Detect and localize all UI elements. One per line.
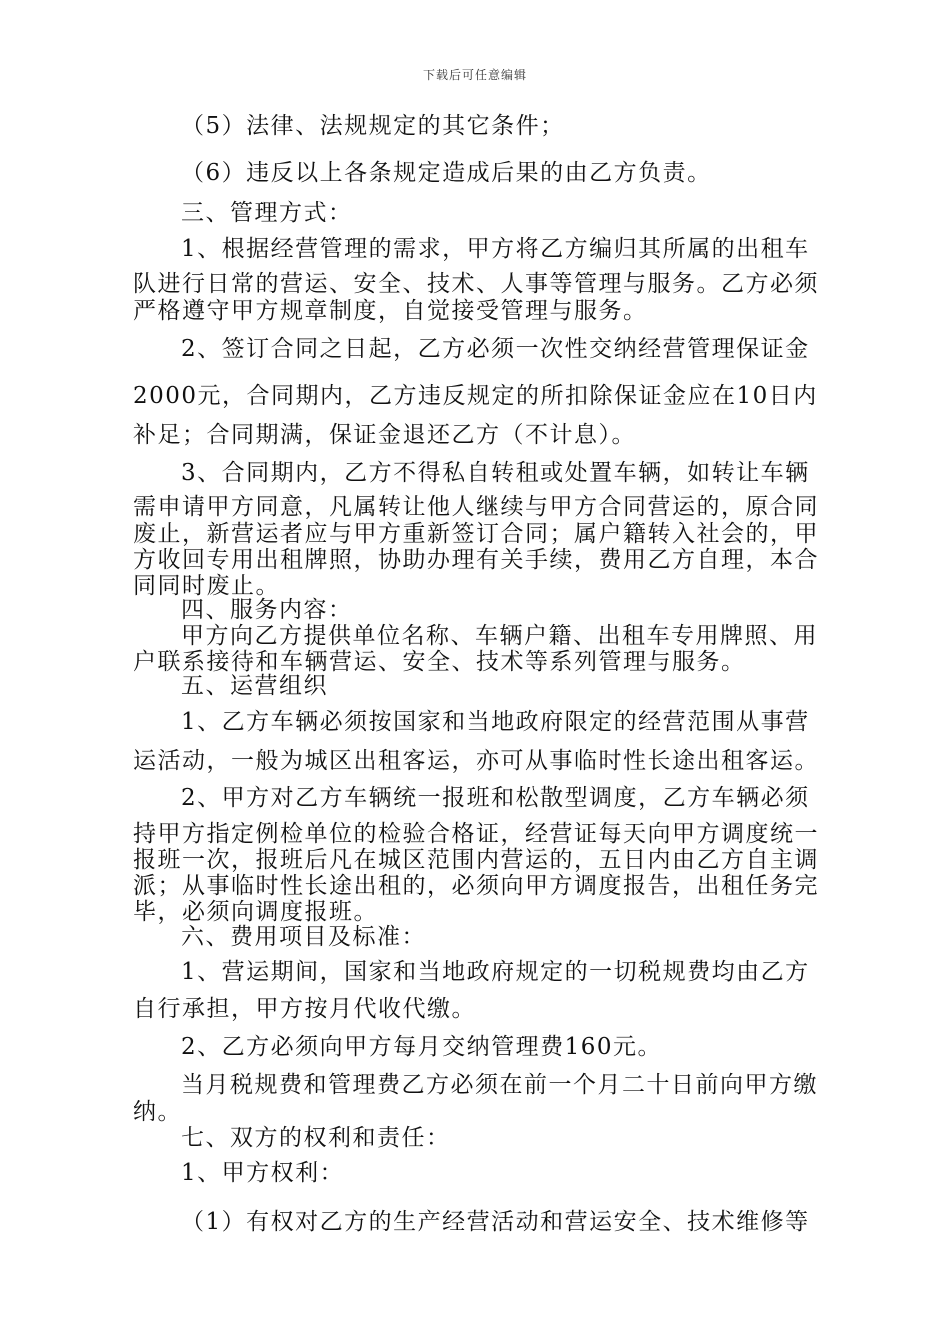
text-line: 方收回专用出租牌照，协助办理有关手续，费用乙方自理，本合 — [133, 547, 819, 573]
section-heading: 五、运营组织 — [181, 673, 328, 699]
section-heading: 六、费用项目及标准： — [181, 924, 426, 950]
section-heading: 四、服务内容： — [181, 597, 353, 623]
text-line: 甲方向乙方提供单位名称、车辆户籍、出租车专用牌照、用 — [181, 623, 818, 649]
text-line: 废止，新营运者应与甲方重新签订合同；属户籍转入社会的，甲 — [133, 521, 819, 547]
text-line: 1、乙方车辆必须按国家和当地政府限定的经营范围从事营 — [181, 709, 810, 735]
text-line: 补足；合同期满，保证金退还乙方（不计息）。 — [133, 422, 636, 448]
page-header-note: 下载后可任意编辑 — [422, 68, 527, 82]
text-line: 当月税规费和管理费乙方必须在前一个月二十日前向甲方缴 — [181, 1072, 818, 1098]
text-line: （6）违反以上各条规定造成后果的由乙方负责。 — [181, 160, 712, 186]
text-line: 纳。 — [133, 1099, 182, 1125]
text-line: 2、签订合同之日起，乙方必须一次性交纳经营管理保证金 — [181, 336, 810, 362]
text-line: 需申请甲方同意，凡属转让他人继续与甲方合同营运的，原合同 — [133, 494, 819, 520]
text-line: 3、合同期内，乙方不得私自转租或处置车辆，如转让车辆 — [181, 460, 810, 486]
text-line: 派；从事临时性长途出租的，必须向甲方调度报告，出租任务完 — [133, 873, 819, 899]
text-line: 运活动，一般为城区出租客运，亦可从事临时性长途出租客运。 — [133, 748, 819, 774]
section-heading: 三、管理方式： — [181, 200, 353, 226]
text-line: 自行承担，甲方按月代收代缴。 — [133, 996, 476, 1022]
text-line: 队进行日常的营运、安全、技术、人事等管理与服务。乙方必须 — [133, 271, 819, 297]
text-line: 持甲方指定例检单位的检验合格证，经营证每天向甲方调度统一 — [133, 821, 819, 847]
section-heading: 七、双方的权利和责任： — [181, 1125, 451, 1151]
text-line: 2、甲方对乙方车辆统一报班和松散型调度，乙方车辆必须 — [181, 785, 810, 811]
text-line: 2000元，合同期内，乙方违反规定的所扣除保证金应在10日内 — [133, 383, 818, 409]
text-line: 同同时废止。 — [133, 573, 280, 599]
text-line: （1）有权对乙方的生产经营活动和营运安全、技术维修等 — [181, 1209, 810, 1235]
text-line: 严格遵守甲方规章制度，自觉接受管理与服务。 — [133, 298, 648, 324]
text-line: 1、根据经营管理的需求，甲方将乙方编归其所属的出租车 — [181, 236, 810, 262]
text-line: 毕，必须向调度报班。 — [133, 899, 378, 925]
text-line: 报班一次，报班后凡在城区范围内营运的，五日内由乙方自主调 — [133, 847, 819, 873]
text-line: 1、甲方权利： — [181, 1160, 345, 1186]
text-line: 1、营运期间，国家和当地政府规定的一切税规费均由乙方 — [181, 959, 810, 985]
text-line: 2、乙方必须向甲方每月交纳管理费160元。 — [181, 1034, 663, 1060]
text-line: 户联系接待和车辆营运、安全、技术等系列管理与服务。 — [133, 649, 746, 675]
text-line: （5）法律、法规规定的其它条件； — [181, 113, 565, 139]
